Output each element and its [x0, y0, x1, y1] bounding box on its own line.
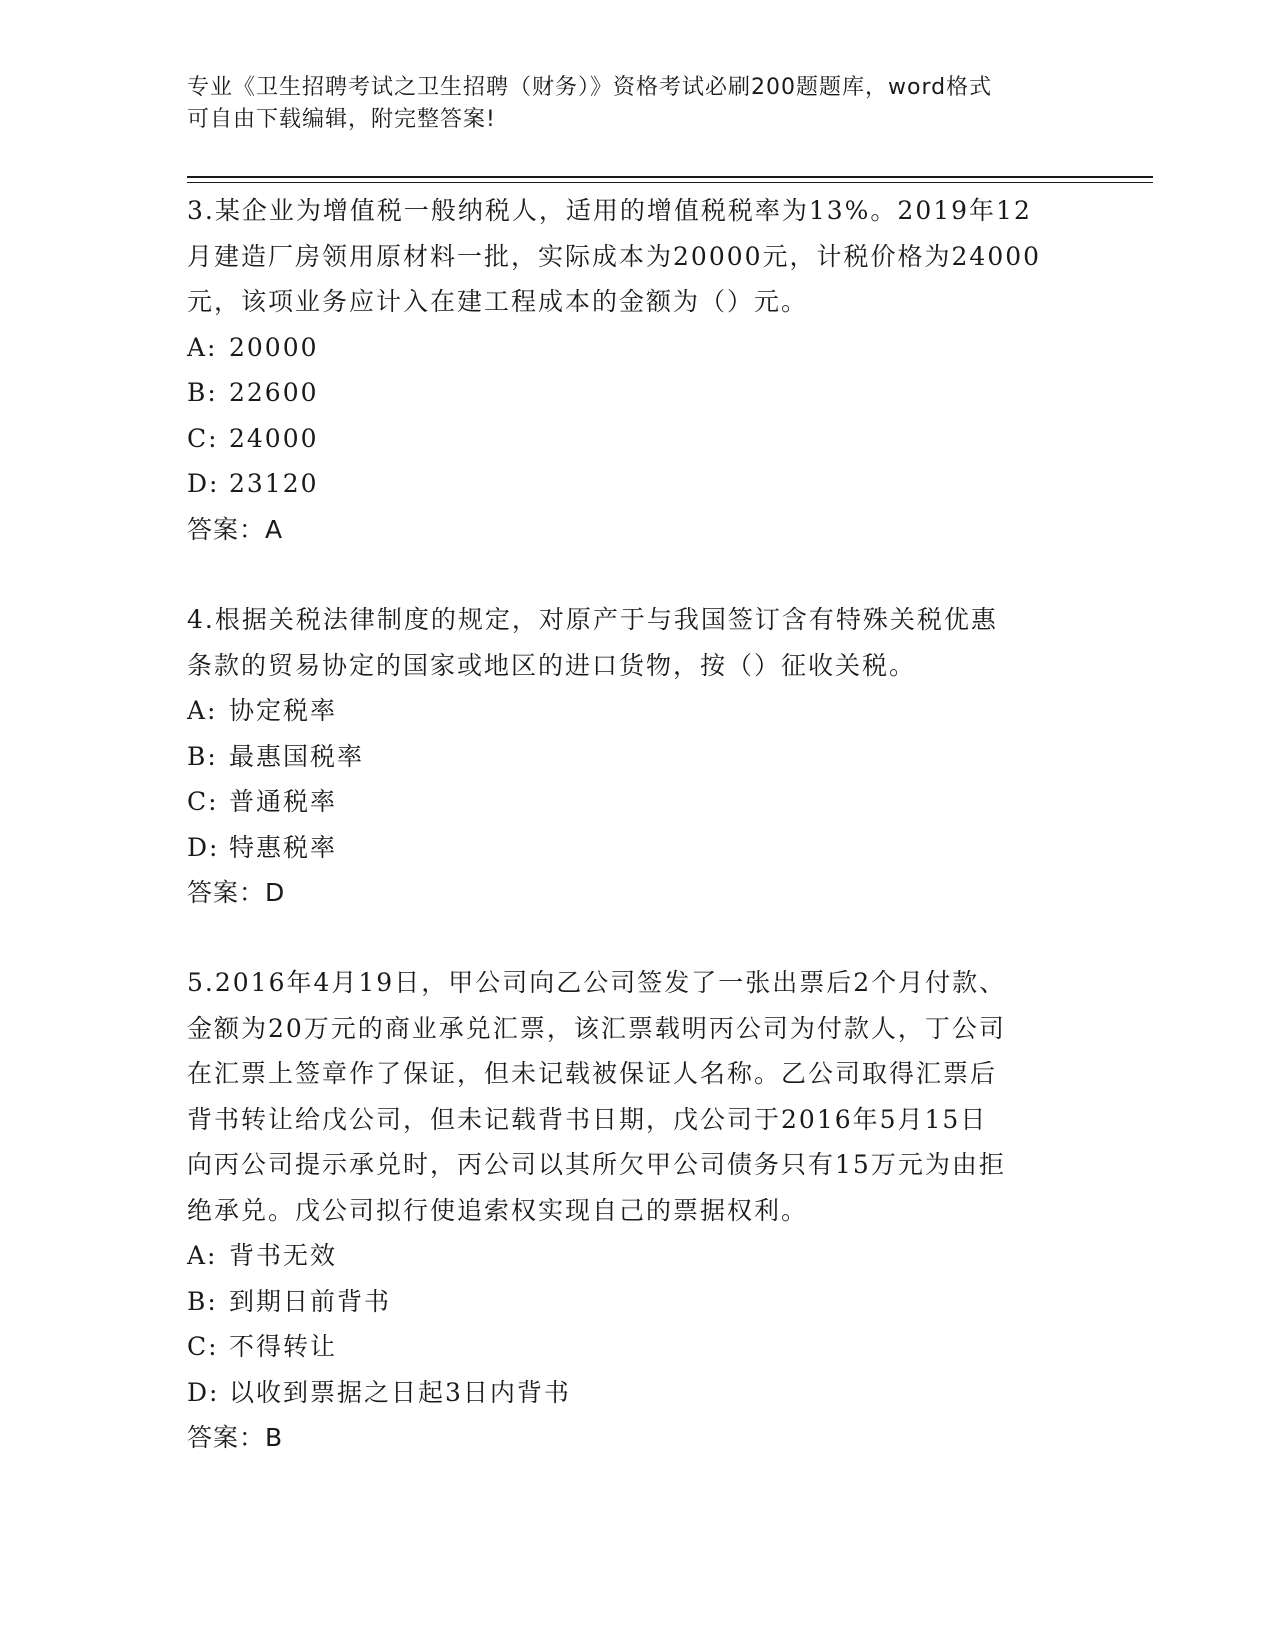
option-key: D:	[187, 469, 220, 498]
option-key: D:	[187, 1377, 220, 1407]
question-stem-line: 3.某企业为增值税一般纳税人，适用的增值税税率为13%。2019年12	[187, 196, 1032, 225]
option-key: C:	[187, 423, 219, 453]
answer-label: 答案：B	[187, 1423, 284, 1452]
option-key: A:	[187, 696, 218, 725]
option-key: B:	[187, 1286, 218, 1316]
option-c	[187, 1324, 1087, 1370]
document-header	[187, 72, 1087, 136]
option-text: 以收到票据之日起3日内背书	[229, 1377, 571, 1407]
question-stem-line: 条款的贸易协定的国家或地区的进口货物，按（）征收关税。	[187, 650, 917, 680]
option-key: A:	[187, 332, 218, 362]
option-text: 特惠税率	[229, 832, 338, 862]
option-key: B:	[187, 741, 218, 771]
option-text: 背书无效	[229, 1241, 338, 1270]
option-a	[187, 1233, 1087, 1279]
question-stem-line: 5.2016年4月19日，甲公司向乙公司签发了一张出票后2个月付款、	[187, 968, 1007, 997]
question-stem-line: 绝承兑。戊公司拟行使追索权实现自己的票据权利。	[187, 1195, 809, 1225]
question-stem	[187, 960, 1087, 1233]
option-a	[187, 688, 1087, 734]
option-d	[187, 825, 1087, 871]
option-b	[187, 734, 1087, 780]
option-a	[187, 325, 1087, 371]
question-stem-line: 背书转让给戊公司，但未记载背书日期，戊公司于2016年5月15日	[187, 1104, 988, 1134]
question-stem-line: 金额为20万元的商业承兑汇票，该汇票载明丙公司为付款人，丁公司	[187, 1013, 1006, 1043]
header-title-line-2: 可自由下载编辑，附完整答案!	[187, 107, 496, 132]
option-text: 最惠国税率	[229, 741, 365, 771]
question-stem-line: 月建造厂房领用原材料一批，实际成本为20000元，计税价格为24000	[187, 241, 1042, 271]
option-key: D:	[187, 832, 220, 862]
option-text: 22600	[229, 378, 319, 407]
question-stem	[187, 597, 1087, 688]
header-divider-thick	[187, 176, 1153, 178]
option-text: 23120	[229, 469, 319, 498]
option-key: A:	[187, 1241, 218, 1270]
header-title-line-1: 专业《卫生招聘考试之卫生招聘（财务）》资格考试必刷200题题库，word格式	[187, 75, 993, 100]
question-stem-line: 向丙公司提示承兑时，丙公司以其所欠甲公司债务只有15万元为由拒	[187, 1150, 1006, 1179]
option-d	[187, 461, 1087, 507]
option-b	[187, 1279, 1087, 1325]
option-text: 24000	[229, 423, 319, 453]
option-text: 普通税率	[229, 787, 338, 816]
option-text: 20000	[229, 332, 319, 362]
question-stem	[187, 188, 1087, 325]
question-stem-line: 在汇票上签章作了保证，但未记载被保证人名称。乙公司取得汇票后	[187, 1059, 998, 1088]
option-text: 不得转让	[229, 1332, 338, 1361]
option-text: 协定税率	[229, 696, 338, 725]
option-c	[187, 779, 1087, 825]
question-4	[187, 597, 1087, 916]
question-5	[187, 960, 1087, 1461]
option-key: C:	[187, 787, 219, 816]
option-key: C:	[187, 1332, 219, 1361]
option-key: B:	[187, 378, 218, 407]
question-stem-line: 4.根据关税法律制度的规定，对原产于与我国签订含有特殊关税优惠	[187, 605, 998, 634]
option-text: 到期日前背书	[229, 1286, 392, 1316]
option-d	[187, 1370, 1087, 1416]
answer-label: 答案：D	[187, 878, 286, 907]
option-c	[187, 416, 1087, 462]
question-stem-line: 元，该项业务应计入在建工程成本的金额为（）元。	[187, 287, 809, 316]
question-3	[187, 188, 1087, 552]
header-divider-thin	[187, 182, 1153, 183]
option-b	[187, 370, 1087, 416]
answer-label: 答案：A	[187, 514, 284, 544]
